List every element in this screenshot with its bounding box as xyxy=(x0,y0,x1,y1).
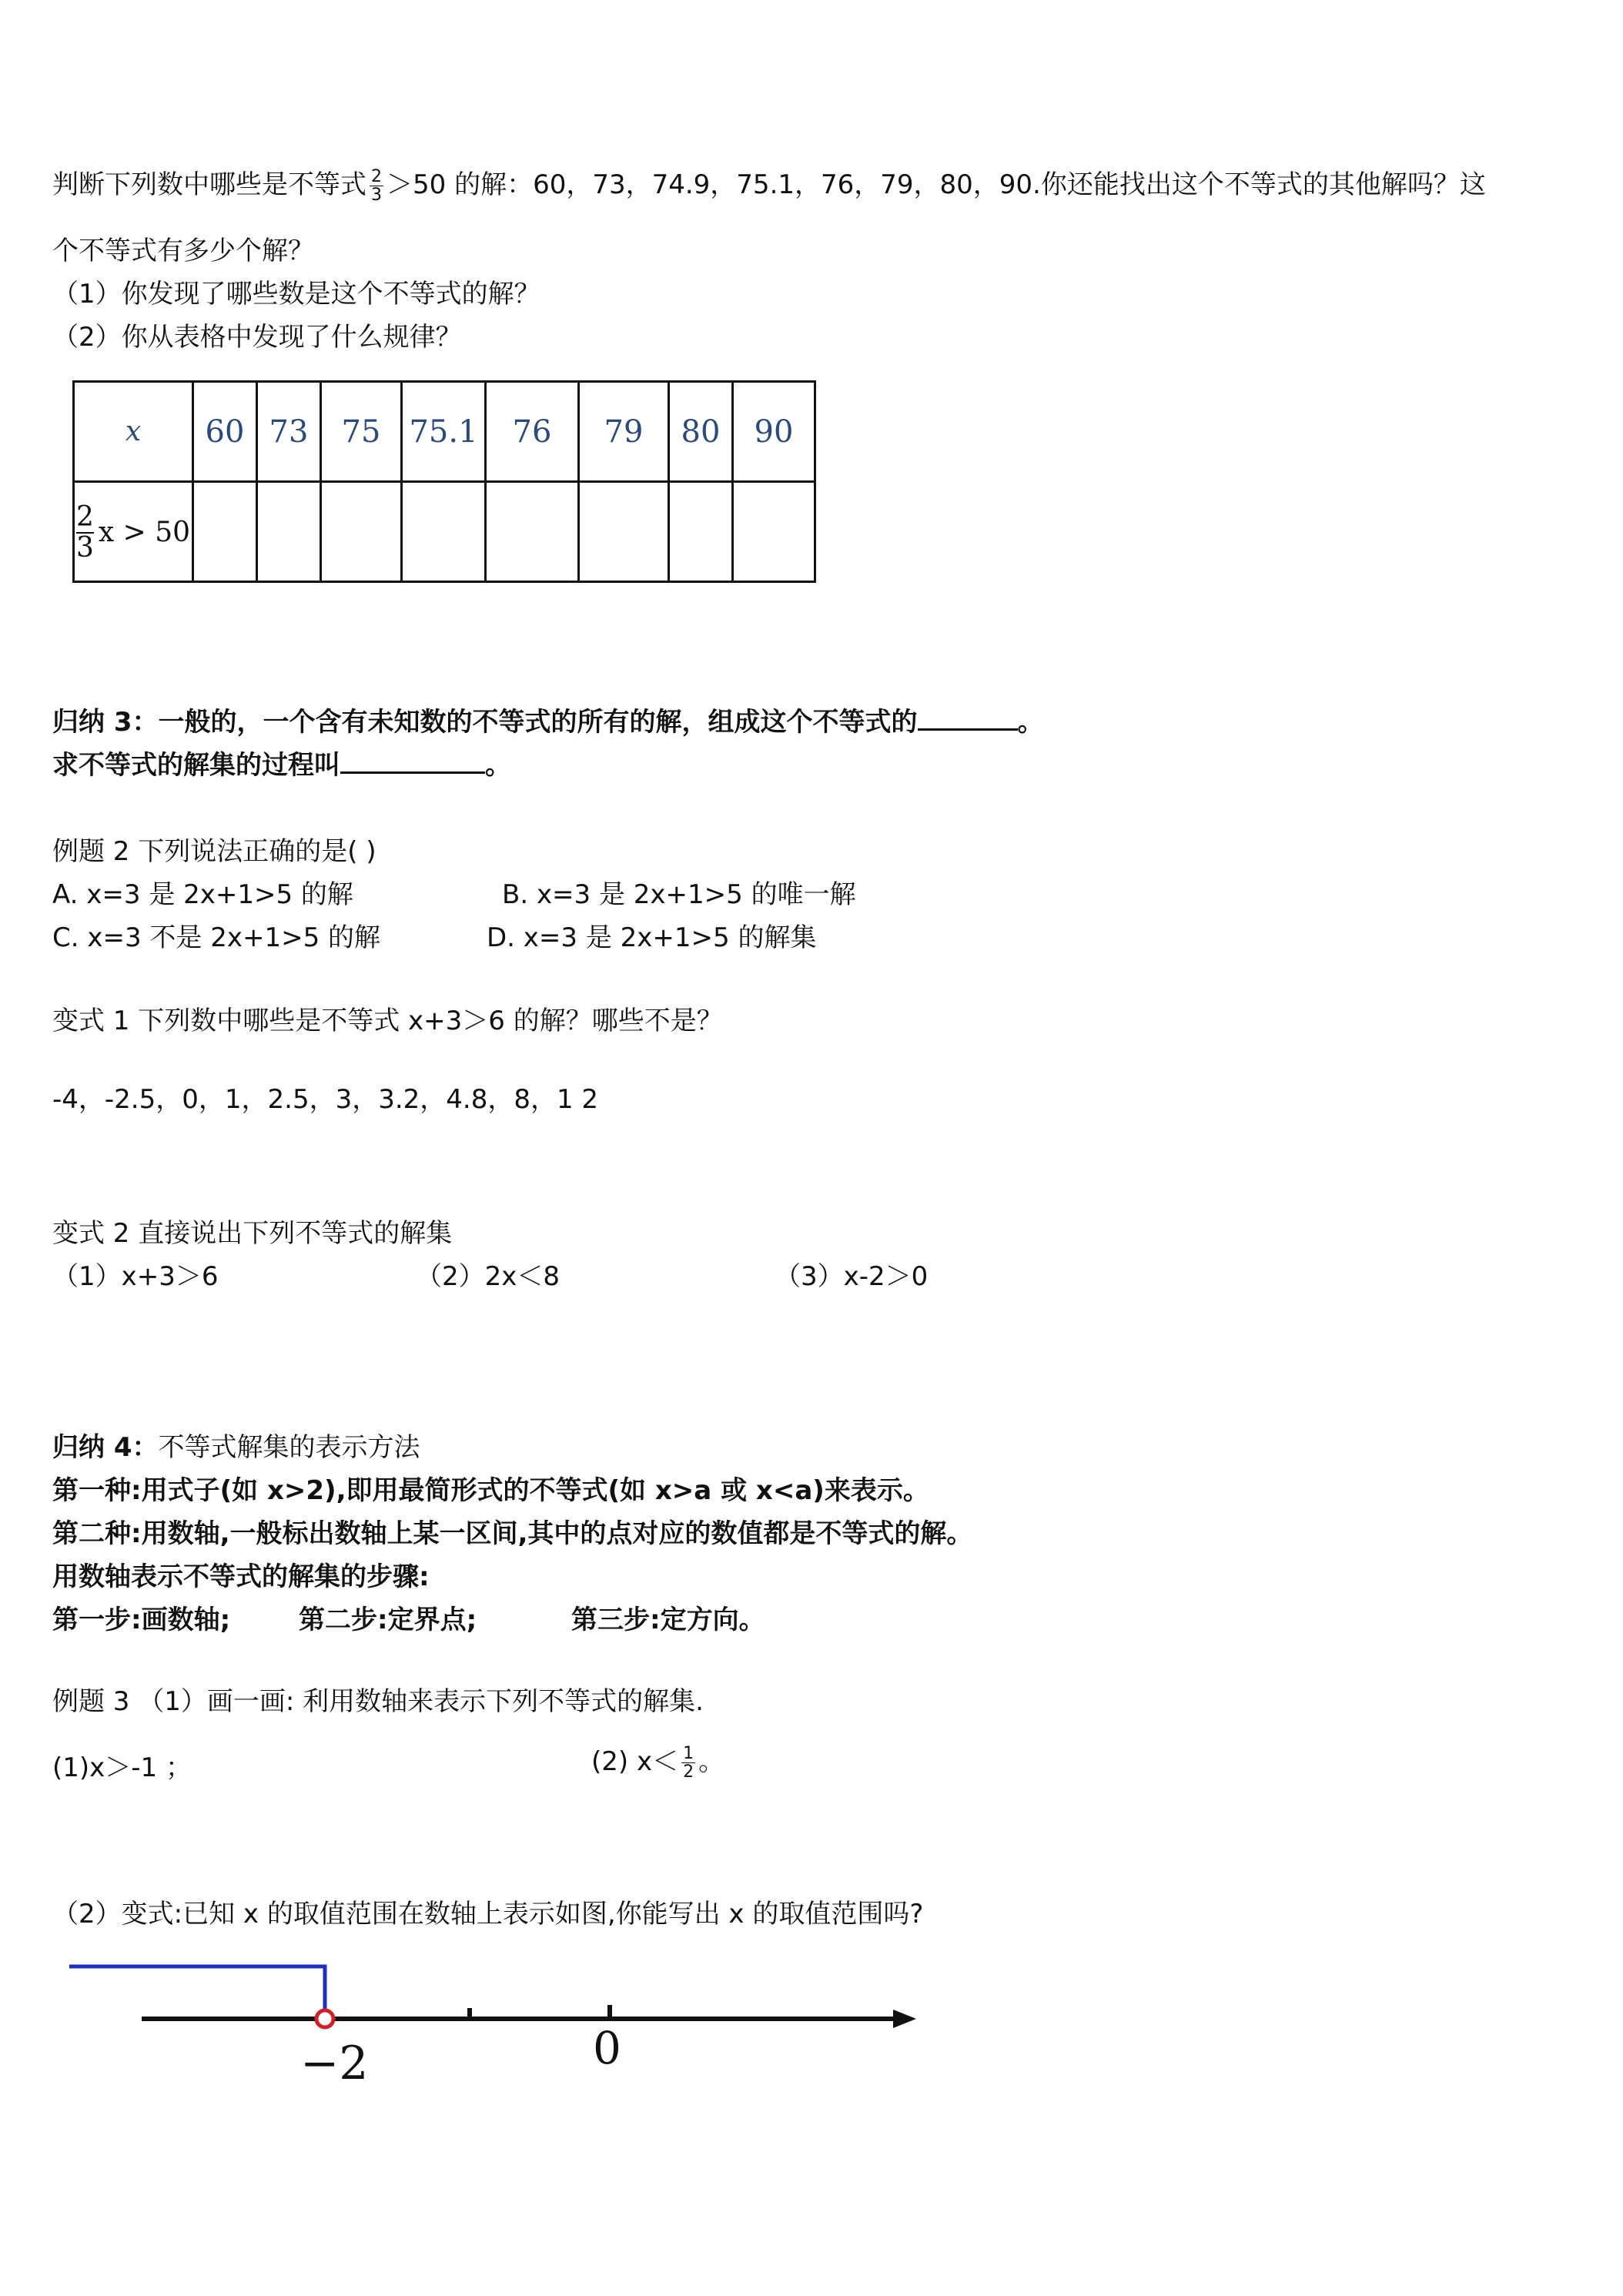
inequality-rest: x > 50 xyxy=(98,517,191,548)
example-3-part-1: (1)x＞-1 ； xyxy=(52,1752,192,1783)
label-minus-two: −2 xyxy=(300,2037,369,2090)
fraction-denominator: 3 xyxy=(371,186,382,206)
summary-4-line-3: 用数轴表示不等式的解集的步骤: xyxy=(52,1561,430,1592)
example-2-title: 例题 2 下列说法正确的是( ) xyxy=(52,836,376,867)
example-3-variant: （2）变式:已知 x 的取值范围在数轴上表示如图,你能写出 x 的取值范围吗? xyxy=(52,1899,924,1930)
fraction-numerator: 2 xyxy=(371,167,382,186)
axis-arrow-icon xyxy=(893,2010,916,2028)
summary-3-line-2 xyxy=(52,750,511,782)
part-2-suffix: 。 xyxy=(698,1746,725,1778)
inequality-fraction xyxy=(75,500,94,564)
summary-3-label: 归纳 3： xyxy=(52,707,159,738)
table-cell-value: 90 xyxy=(733,382,815,482)
table-answer-cell[interactable] xyxy=(257,482,321,582)
summary-4-line-1: 第一种:用式子(如 x>2),即用最简形式的不等式(如 x>a 或 x<a)来表示。 xyxy=(52,1475,929,1506)
summary-4-heading xyxy=(52,1432,420,1464)
summary-3-end-2: 。 xyxy=(485,750,511,781)
step-1: 第一步:画数轴; xyxy=(52,1605,231,1635)
solution-table xyxy=(72,380,816,583)
example-3-part-2 xyxy=(591,1745,724,1781)
variant-2-title: 变式 2 直接说出下列不等式的解集 xyxy=(52,1218,453,1249)
table-cell-value: 60 xyxy=(193,382,257,482)
table-cell-value: 75.1 xyxy=(402,382,486,482)
intro-line-2: 个不等式有多少个解？ xyxy=(52,236,314,266)
step-3: 第三步:定方向。 xyxy=(571,1605,765,1635)
fraction-denominator: 2 xyxy=(683,1762,694,1782)
fill-blank-2[interactable] xyxy=(340,751,485,774)
table-answer-cell[interactable] xyxy=(579,482,669,582)
fraction-numerator: 1 xyxy=(683,1744,694,1763)
intro-text-after: ＞50 的解：60，73，74.9，75.1，76，79，80，90.你还能找出这个不等式的其他解吗？这 xyxy=(387,169,1486,201)
option-c: C. x=3 不是 2x+1>5 的解 xyxy=(52,922,381,953)
part-2-prefix: (2) x＜ xyxy=(591,1746,679,1778)
table-cell-value: 73 xyxy=(257,382,321,482)
table-cell-value: 75 xyxy=(321,382,402,482)
table-answer-cell[interactable] xyxy=(321,482,402,582)
table-answer-cell[interactable] xyxy=(669,482,733,582)
table-row-label xyxy=(74,482,193,582)
summary-3-end-1: 。 xyxy=(1017,707,1044,738)
option-b: B. x=3 是 2x+1>5 的唯一解 xyxy=(502,879,856,910)
table-cell-value: 79 xyxy=(579,382,669,482)
question-1: （1）你发现了哪些数是这个不等式的解？ xyxy=(52,279,540,310)
example-3-title: 例题 3 （1）画一画: 利用数轴来表示下列不等式的解集. xyxy=(52,1686,704,1717)
option-a: A. x=3 是 2x+1>5 的解 xyxy=(52,879,353,910)
fraction-denominator: 3 xyxy=(75,531,94,564)
intro-line-1 xyxy=(52,168,1486,204)
variant-1-numbers: -4，-2.5，0，1，2.5，3，3.2，4.8，8，1 2 xyxy=(52,1084,599,1115)
summary-3-text-1: 一般的，一个含有未知数的不等式的所有的解，组成这个不等式的 xyxy=(158,707,918,738)
table-row xyxy=(74,482,815,582)
fraction-numerator: 2 xyxy=(75,500,94,533)
summary-4-line-2: 第二种:用数轴,一般标出数轴上某一区间,其中的点对应的数值都是不等式的解。 xyxy=(52,1518,973,1549)
inequality-expression xyxy=(75,500,191,564)
number-line-figure xyxy=(62,1940,939,2094)
part-2-fraction xyxy=(681,1745,695,1781)
summary-3-line-1 xyxy=(52,707,1044,738)
variant-2-part-3: （3）x-2＞0 xyxy=(775,1261,929,1292)
table-answer-cell[interactable] xyxy=(193,482,257,582)
table-answer-cell[interactable] xyxy=(486,482,579,582)
solution-ray xyxy=(69,1966,325,2017)
question-2: （2）你从表格中发现了什么规律？ xyxy=(52,322,462,353)
summary-4-label: 归纳 4： xyxy=(52,1432,159,1463)
table-header-row xyxy=(74,382,815,482)
intro-fraction xyxy=(370,168,383,204)
label-zero: 0 xyxy=(593,2022,621,2074)
variant-2-part-1: （1）x+3＞6 xyxy=(52,1261,219,1292)
intro-text-before: 判断下列数中哪些是不等式 xyxy=(52,169,366,201)
fill-blank-1[interactable] xyxy=(918,708,1018,731)
summary-4-title: 不等式解集的表示方法 xyxy=(158,1432,420,1463)
variant-1-title: 变式 1 下列数中哪些是不等式 x+3＞6 的解？哪些不是？ xyxy=(52,1006,723,1036)
step-2: 第二步:定界点; xyxy=(299,1605,477,1635)
table-answer-cell[interactable] xyxy=(402,482,486,582)
table-answer-cell[interactable] xyxy=(733,482,815,582)
summary-3-text-2: 求不等式的解集的过程叫 xyxy=(52,750,340,781)
open-boundary-point xyxy=(316,2010,333,2027)
option-d: D. x=3 是 2x+1>5 的解集 xyxy=(487,922,817,953)
table-cell-value: 80 xyxy=(669,382,733,482)
table-header-label: x xyxy=(74,382,193,482)
table-cell-value: 76 xyxy=(486,382,579,482)
variant-2-part-2: （2）2x＜8 xyxy=(416,1261,561,1292)
